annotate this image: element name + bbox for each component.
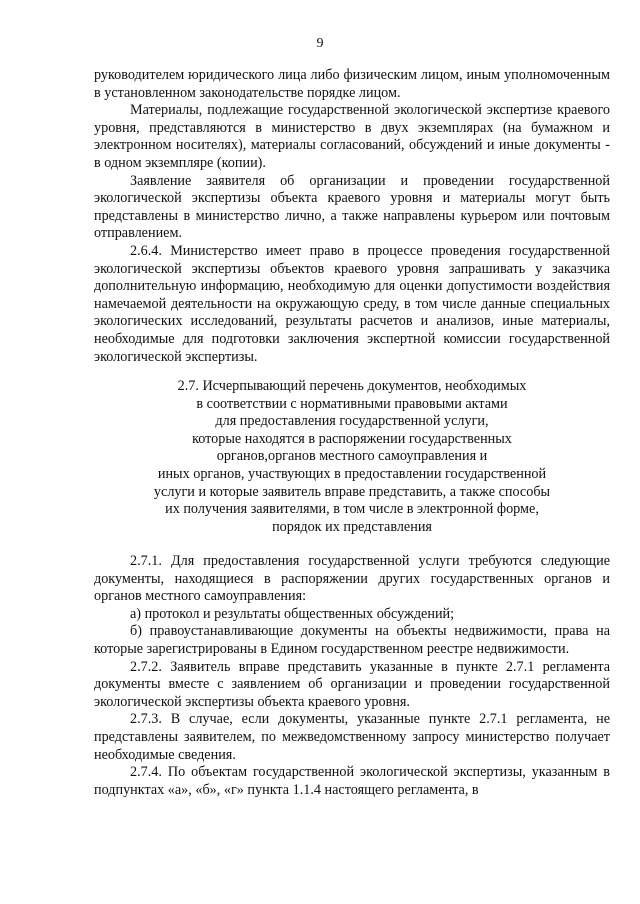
paragraph-2-7-2: 2.7.2. Заявитель вправе представить указанные в пункте 2.7.1 регламента документы вместе с заявлением об организации и проведении государственной экологической экспертизы объекта краевого уровня. (94, 658, 610, 710)
paragraph-2-7-4: 2.7.4. По объектам государственной экологической экспертизы, указанным в подпунктах «а», «б», «г» пункта 1.1.4 настоящего регламента, в (94, 764, 610, 798)
paragraph-application: Заявление заявителя об организации и проведении государственной экологической экспертизы объекта краевого уровня и материалы могут быть представлены в министерство лично, а также направлены курьером или почтовым отправлением. (94, 172, 610, 242)
heading-line: иных органов, участвующих в предоставлении государственной (157, 465, 547, 482)
page-number: 9 (316, 36, 324, 51)
paragraph-materials: Материалы, подлежащие государственной экологической экспертизе краевого уровня, представляются в министерство в двух экземплярах (на бумажном и электронном носителях), материалы согласований, обсуждений и иные документы - в одном экземпляре (копии). (94, 102, 610, 171)
heading-line: 2.7. Исчерпывающий перечень документов, необходимых (177, 378, 527, 394)
heading-line: для предоставления государственной услуги, (215, 413, 489, 430)
section-heading-2-7 (94, 378, 610, 536)
heading-line: в соответствии с нормативными правовыми актами (196, 395, 508, 412)
heading-line: услуги и которые заявитель вправе представить, а также способы (153, 483, 551, 500)
paragraph-2-6-4: 2.6.4. Министерство имеет право в процессе проведения государственной экологической экспертизы объектов краевого уровня запрашивать у заказчика дополнительную информацию, необходимую для оценки допустимости воздействия намечаемой деятельности на окружающую среду, в том числе данные специальных экологических исследований, результаты расчетов и анализов, иные материалы, необходимые для подготовки заключения экспертной комиссии государственной экологической экспертизы. (94, 242, 610, 365)
heading-line: порядок их представления (272, 518, 432, 535)
body-text-top (94, 67, 610, 366)
heading-line: которые находятся в распоряжении государственных (192, 430, 512, 447)
paragraph-continuation: руководителем юридического лица либо физическим лицом, иным уполномоченным в установленном законодательстве порядке лицом. (94, 67, 610, 101)
heading-line: их получения заявителями, в том числе в электронной форме, (165, 501, 539, 518)
paragraph-item-a: а) протокол и результаты общественных обсуждений; (130, 605, 455, 622)
paragraph-2-7-3: 2.7.3. В случае, если документы, указанные пункте 2.7.1 регламента, не представлены заявителем, по межведомственному запросу министерство получает необходимые сведения. (94, 711, 610, 763)
paragraph-2-7-1: 2.7.1. Для предоставления государственной услуги требуются следующие документы, находящиеся в распоряжении других государственных органов и органов местного самоуправления: (94, 553, 610, 605)
body-text-bottom (94, 553, 610, 799)
heading-line: органов,органов местного самоуправления и (216, 448, 488, 465)
paragraph-item-b: б) правоустанавливающие документы на объекты недвижимости, права на которые зарегистрированы в Едином государственном реестре недвижимости. (94, 623, 610, 657)
